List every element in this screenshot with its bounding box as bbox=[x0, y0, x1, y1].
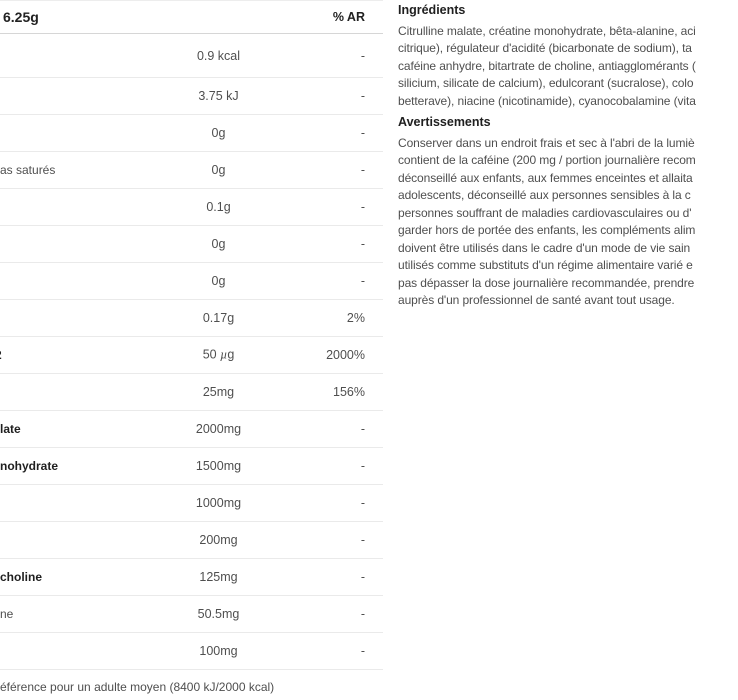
row-ar-percent: - bbox=[360, 644, 365, 658]
row-ar-percent: - bbox=[360, 126, 365, 140]
micro-symbol: µ bbox=[220, 347, 228, 362]
row-ar-percent: - bbox=[360, 163, 365, 177]
warnings-line: déconseillé aux enfants, aux femmes enceintes et allaita bbox=[398, 170, 693, 185]
warnings-line: personnes souffrant de maladies cardiovasculaires ou d' bbox=[398, 205, 692, 220]
warnings-heading: Avertissements bbox=[398, 115, 491, 129]
warnings-line: adolescents, déconseillé aux personnes sensibles à la c bbox=[398, 188, 691, 202]
ingredients-line: betterave), niacine (nicotinamide), cyanocobalamine (vita bbox=[398, 93, 696, 108]
table-row bbox=[0, 226, 383, 263]
row-value: 100mg bbox=[199, 644, 238, 658]
warnings-line: garder hors de portée des enfants, les compléments alim bbox=[398, 223, 696, 237]
row-ar-percent: - bbox=[360, 422, 365, 436]
table-row bbox=[0, 78, 383, 115]
table-row bbox=[0, 374, 383, 411]
warnings-line: pas dépasser la dose journalière recommandée, prendre bbox=[398, 275, 695, 290]
row-ar-percent: - bbox=[360, 570, 365, 584]
warnings-line: utilisés comme substituts d'un régime alimentaire varié e bbox=[398, 258, 693, 272]
reference-intake-footnote: éférence pour un adulte moyen (8400 kJ/2000 kcal) bbox=[0, 680, 275, 694]
row-ar-percent: - bbox=[360, 533, 365, 547]
warnings-paragraph bbox=[398, 135, 738, 310]
serving-size-header: 6.25g bbox=[3, 9, 39, 25]
nutrition-table-body bbox=[0, 34, 383, 670]
row-label: late bbox=[0, 422, 21, 436]
row-ar-percent: - bbox=[360, 237, 365, 251]
row-value: 50 µg bbox=[202, 347, 235, 362]
row-value: 0.1g bbox=[206, 200, 231, 214]
row-ar-percent: 156% bbox=[333, 385, 365, 399]
row-ar-percent: - bbox=[360, 89, 365, 103]
ingredients-line: Citrulline malate, créatine monohydrate, bêta-alanine, aci bbox=[398, 23, 696, 38]
row-ar-percent: - bbox=[360, 607, 365, 621]
row-value: 0g bbox=[211, 237, 226, 251]
row-value: 0g bbox=[211, 163, 226, 177]
table-row bbox=[0, 633, 383, 670]
row-value: 125mg bbox=[199, 570, 238, 584]
row-ar-percent: 2% bbox=[346, 311, 365, 325]
row-ar-percent: - bbox=[360, 496, 365, 510]
warnings-line: auprès d'un professionnel de santé avant tout usage. bbox=[398, 293, 675, 307]
info-panel bbox=[398, 2, 738, 310]
warnings-line: contient de la caféine (200 mg / portion journalière recom bbox=[398, 153, 696, 167]
table-row bbox=[0, 115, 383, 152]
row-label bbox=[0, 348, 2, 362]
row-value: 1500mg bbox=[195, 459, 242, 473]
row-value: 0g bbox=[211, 274, 226, 288]
row-value: 50.5mg bbox=[197, 607, 240, 621]
row-ar-percent: - bbox=[360, 459, 365, 473]
row-value: 1000mg bbox=[195, 496, 242, 510]
table-row bbox=[0, 152, 383, 189]
table-row bbox=[0, 522, 383, 559]
row-value: 2000mg bbox=[195, 422, 242, 436]
table-row bbox=[0, 411, 383, 448]
row-value: 0.9 kcal bbox=[196, 48, 241, 63]
table-row bbox=[0, 263, 383, 300]
ingredients-paragraph bbox=[398, 23, 738, 111]
row-value: 25mg bbox=[202, 385, 235, 399]
row-label: choline bbox=[0, 570, 43, 584]
table-row bbox=[0, 485, 383, 522]
ingredients-line: citrique), régulateur d'acidité (bicarbonate de sodium), ta bbox=[398, 41, 692, 55]
warnings-line: Conserver dans un endroit frais et sec à l'abri de la lumiè bbox=[398, 135, 695, 150]
row-label: nohydrate bbox=[0, 459, 59, 473]
ar-percent-header: % AR bbox=[332, 10, 365, 24]
table-row bbox=[0, 448, 383, 485]
row-value: 0.17g bbox=[202, 311, 235, 325]
row-value: 3.75 kJ bbox=[198, 89, 239, 103]
row-value: 200mg bbox=[199, 533, 238, 547]
row-label: ne bbox=[0, 607, 14, 621]
ingredients-heading: Ingrédients bbox=[398, 3, 466, 17]
table-row bbox=[0, 34, 383, 78]
row-ar-percent: - bbox=[360, 274, 365, 288]
nutrition-table-header bbox=[0, 1, 383, 34]
table-row bbox=[0, 337, 383, 374]
table-row bbox=[0, 559, 383, 596]
table-row bbox=[0, 189, 383, 226]
row-ar-percent: - bbox=[360, 48, 365, 63]
warnings-line: doivent être utilisés dans le cadre d'un mode de vie sain bbox=[398, 240, 691, 255]
ingredients-line: caféine anhydre, bitartrate de choline, antiagglomérants ( bbox=[398, 58, 696, 73]
row-ar-percent: 2000% bbox=[326, 348, 365, 362]
ingredients-line: silicium, silicate de calcium), edulcorant (sucralose), colo bbox=[398, 76, 694, 90]
row-ar-percent: - bbox=[360, 200, 365, 214]
table-row bbox=[0, 300, 383, 337]
row-label: as saturés bbox=[0, 163, 56, 177]
table-row bbox=[0, 596, 383, 633]
row-value: 0g bbox=[211, 126, 226, 140]
